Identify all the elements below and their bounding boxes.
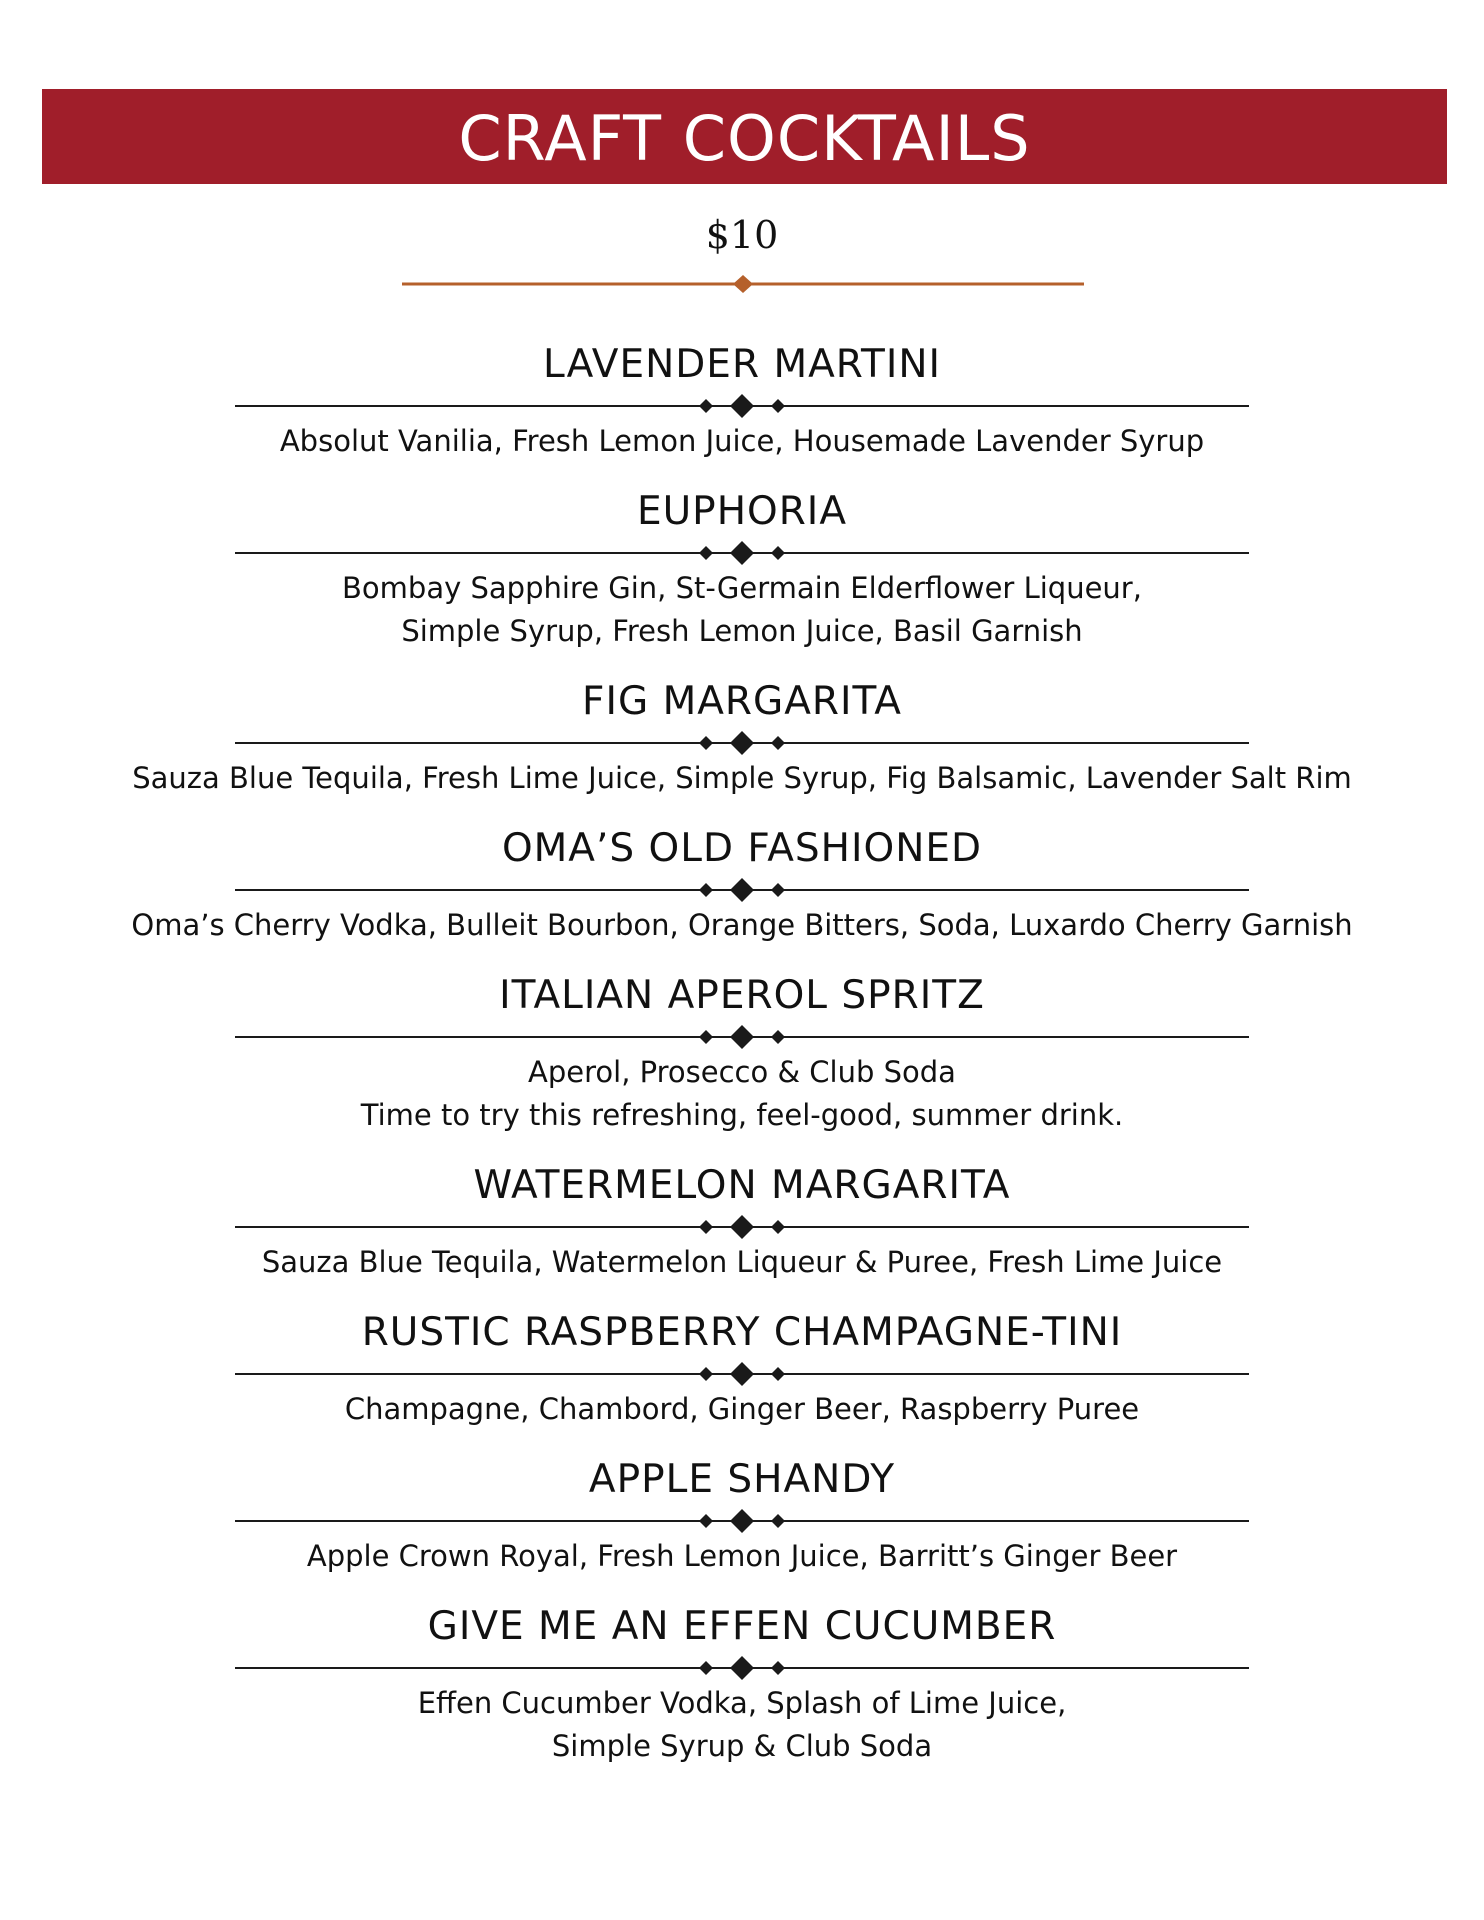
menu-item <box>0 675 1484 800</box>
menu-item-name: FIG MARGARITA <box>582 679 902 724</box>
menu-item-description <box>0 420 1484 463</box>
menu-item-name: LAVENDER MARTINI <box>542 342 942 387</box>
title-banner <box>42 89 1447 184</box>
ornament-divider <box>235 392 1249 420</box>
price-label: $10 <box>705 213 779 257</box>
page-title: CRAFT COCKTAILS <box>458 101 1031 175</box>
ornament-divider <box>235 1023 1249 1051</box>
ornament-divider <box>235 729 1249 757</box>
menu-item <box>0 485 1484 653</box>
description-line: Effen Cucumber Vodka, Splash of Lime Juice, <box>417 1686 1067 1720</box>
ornament-divider <box>235 1213 1249 1241</box>
description-line: Absolut Vanilia, Fresh Lemon Juice, Housemade Lavender Syrup <box>279 424 1205 458</box>
ornament-divider <box>235 876 1249 904</box>
menu-item <box>0 1453 1484 1578</box>
menu-item-description <box>0 904 1484 947</box>
price-divider <box>402 272 1084 296</box>
description-line: Simple Syrup & Club Soda <box>551 1729 933 1763</box>
ornament-divider <box>235 539 1249 567</box>
menu-item-name: RUSTIC RASPBERRY CHAMPAGNE-TINI <box>361 1310 1123 1355</box>
menu-item <box>0 969 1484 1137</box>
description-line: Time to try this refreshing, feel-good, summer drink. <box>360 1098 1124 1132</box>
menu-item-name: OMA’S OLD FASHIONED <box>501 826 983 871</box>
description-line: Apple Crown Royal, Fresh Lemon Juice, Barritt’s Ginger Beer <box>306 1539 1178 1573</box>
ornament-divider <box>235 1360 1249 1388</box>
ornament-divider <box>235 1507 1249 1535</box>
menu-item-name: EUPHORIA <box>636 489 847 534</box>
description-line: Sauza Blue Tequila, Fresh Lime Juice, Simple Syrup, Fig Balsamic, Lavender Salt Rim <box>132 761 1352 795</box>
menu-item <box>0 338 1484 463</box>
menu-item-description <box>0 1535 1484 1578</box>
description-line: Simple Syrup, Fresh Lemon Juice, Basil Garnish <box>401 614 1083 648</box>
menu-item-description <box>0 1682 1484 1768</box>
ornament-divider <box>235 1654 1249 1682</box>
menu-item-description <box>0 1051 1484 1137</box>
description-line: Aperol, Prosecco & Club Soda <box>528 1055 956 1089</box>
cocktail-list <box>0 338 1484 1790</box>
menu-item-description <box>0 757 1484 800</box>
menu-item-name: GIVE ME AN EFFEN CUCUMBER <box>427 1604 1057 1649</box>
menu-item <box>0 1600 1484 1768</box>
menu-item-name: ITALIAN APEROL SPRITZ <box>499 973 985 1018</box>
menu-item <box>0 822 1484 947</box>
description-line: Bombay Sapphire Gin, St-Germain Elderflower Liqueur, <box>342 571 1142 605</box>
menu-item-description <box>0 567 1484 653</box>
menu-item-name: APPLE SHANDY <box>588 1457 896 1502</box>
menu-item-description <box>0 1388 1484 1431</box>
menu-item <box>0 1306 1484 1431</box>
description-line: Champagne, Chambord, Ginger Beer, Raspberry Puree <box>344 1392 1140 1426</box>
menu-item-description <box>0 1241 1484 1284</box>
description-line: Sauza Blue Tequila, Watermelon Liqueur & Puree, Fresh Lime Juice <box>261 1245 1223 1279</box>
menu-item-name: WATERMELON MARGARITA <box>473 1163 1011 1208</box>
menu-item <box>0 1159 1484 1284</box>
description-line: Oma’s Cherry Vodka, Bulleit Bourbon, Orange Bitters, Soda, Luxardo Cherry Garnish <box>131 908 1353 942</box>
